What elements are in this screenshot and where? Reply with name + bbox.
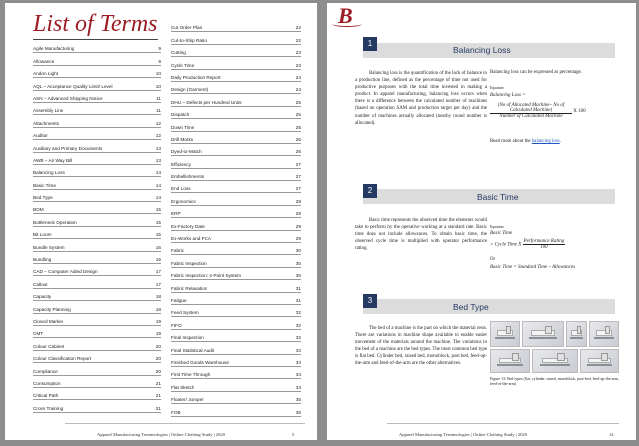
- toc-term: Ex-Factory Date: [171, 223, 205, 229]
- toc-entry[interactable]: [171, 193, 301, 205]
- right-page: [327, 3, 636, 440]
- toc-page-number: 12: [155, 120, 161, 126]
- toc-page-number: 14: [155, 170, 161, 176]
- basic-time-eq-prefix: = Cycle Time X: [490, 242, 522, 248]
- toc-term: Final Inspection: [171, 335, 204, 341]
- toc-term: AQL – Acceptance Quality Limit/ Level: [33, 83, 113, 89]
- toc-term: Embellishments: [171, 174, 205, 180]
- toc-entry[interactable]: [33, 301, 161, 313]
- toc-term: Compliance: [33, 368, 58, 374]
- toc-term: Agile Manufacturing: [33, 46, 75, 52]
- toc-term: Bundling: [33, 257, 52, 263]
- toc-entry[interactable]: [171, 218, 301, 230]
- toc-entry[interactable]: [171, 392, 301, 404]
- toc-entry[interactable]: [33, 400, 161, 412]
- toc-page-number: 25: [295, 124, 301, 130]
- toc-entry[interactable]: [171, 330, 301, 342]
- toc-term: Auditor: [33, 133, 48, 139]
- toc-term: BOM: [33, 207, 44, 213]
- toc-entry[interactable]: [171, 45, 301, 57]
- toc-entry[interactable]: [33, 190, 161, 202]
- toc-page-number: 27: [295, 161, 301, 167]
- toc-page-number: 9: [158, 46, 161, 52]
- toc-entry[interactable]: [33, 338, 161, 350]
- toc-page-number: 32: [295, 335, 301, 341]
- toc-page-number: 30: [295, 248, 301, 254]
- toc-entry[interactable]: [171, 231, 301, 243]
- toc-term: FOB: [171, 409, 181, 415]
- toc-term: Colour Classification Report: [33, 356, 92, 362]
- toc-page-number: 19: [155, 318, 161, 324]
- toc-entry[interactable]: [171, 82, 301, 94]
- toc-entry[interactable]: [33, 214, 161, 226]
- toc-term: Assembly Line: [33, 108, 64, 114]
- machine-photo-2: [522, 321, 564, 347]
- toc-entry[interactable]: [171, 206, 301, 218]
- toc-term: Allowance: [33, 58, 55, 64]
- toc-term: Ergonomics: [171, 198, 196, 204]
- toc-page-number: 31: [295, 297, 301, 303]
- footer-text: Apparel Manufacturing Terminologies | Online Clothing Study | 2020: [399, 432, 527, 437]
- toc-term: Fatigue: [171, 297, 187, 303]
- toc-column-2: [171, 20, 301, 417]
- toc-entry[interactable]: [33, 252, 161, 264]
- toc-page-number: 17: [155, 281, 161, 287]
- section-body-balancing-loss: Balancing loss is the quantification of the lack of balance in a production line, defined as the percentage of time not used for productive purposes with the total time invested in making a product. In apparel manufacturing, balancing loss occurs when there is a difference between the calculated number of machines (based on operation SAM and production target per day) and the number of machines actually allocated (nearby round number is allocated).: [355, 71, 487, 126]
- toc-page-number: 28: [295, 198, 301, 204]
- toc-page-number: 32: [295, 310, 301, 316]
- toc-entry[interactable]: [171, 107, 301, 119]
- toc-page-number: 12: [155, 133, 161, 139]
- toc-term: CAD – Computer Aided Design: [33, 269, 98, 275]
- section-body-bed-type: The bed of a machine is the part on which the material rests. There are variations in machine shape available to enable easier movement of the materials around the machine. The variations in the bed of a machine are the bed types. The most common bed type is flat bed. Cylinder bed, raised bed, monoblock, post bed, feed-up-the-arm and feed-of-the-arm are the other alternatives.: [355, 326, 488, 367]
- toc-entry[interactable]: [33, 363, 161, 375]
- toc-page-number: 23: [295, 62, 301, 68]
- toc-page-number: 18: [155, 294, 161, 300]
- toc-page-number: 21: [155, 405, 161, 411]
- toc-entry[interactable]: [33, 140, 161, 152]
- toc-term: Drill Marks: [171, 136, 194, 142]
- toc-term: Cut-to-Ship Ratio: [171, 37, 207, 43]
- toc-entry[interactable]: [171, 280, 301, 292]
- toc-page-number: 27: [295, 174, 301, 180]
- toc-entry[interactable]: [33, 239, 161, 251]
- toc-page-number: 10: [155, 71, 161, 77]
- toc-term: AWB – Air Way Bill: [33, 157, 73, 163]
- toc-entry[interactable]: [171, 20, 301, 32]
- toc-entry[interactable]: [171, 156, 301, 168]
- toc-term: Daily Production Report: [171, 74, 221, 80]
- toc-entry[interactable]: [33, 289, 161, 301]
- footer-text: Apparel Manufacturing Terminologies | Online Clothing Study | 2020: [97, 432, 225, 437]
- toc-term: ERP: [171, 211, 181, 217]
- toc-page-number: 22: [295, 37, 301, 43]
- letter-badge: [330, 5, 364, 27]
- toc-page-number: 29: [295, 223, 301, 229]
- toc-term: Closed Marker: [33, 318, 64, 324]
- section-number-3: 3: [363, 294, 377, 308]
- toc-entry[interactable]: [171, 243, 301, 255]
- toc-entry[interactable]: [33, 165, 161, 177]
- toc-term: Cross Training: [33, 405, 64, 411]
- toc-term: Ex-Works and FCA: [171, 236, 212, 242]
- toc-term: ASN – Advanced Shipping Notice: [33, 95, 103, 101]
- balancing-loss-multiplier: X 100: [573, 109, 586, 115]
- toc-page-number: 25: [295, 112, 301, 118]
- toc-page-number: 16: [155, 244, 161, 250]
- toc-term: Dyed-to-Match: [171, 149, 202, 155]
- toc-term: Finished Goods Warehouse: [171, 359, 229, 365]
- toc-entry[interactable]: [171, 32, 301, 44]
- toc-entry[interactable]: [33, 388, 161, 400]
- toc-term: End Loss: [171, 186, 191, 192]
- toc-entry[interactable]: [171, 317, 301, 329]
- toc-entry[interactable]: [33, 115, 161, 127]
- toc-entry[interactable]: [171, 57, 301, 69]
- toc-term: Bundle System: [33, 244, 65, 250]
- toc-term: Colour Cabinet: [33, 343, 65, 349]
- basic-time-equation-label: Equation:: [490, 225, 505, 229]
- toc-entry[interactable]: [171, 305, 301, 317]
- toc-term: CMT: [33, 331, 44, 337]
- toc-entry[interactable]: [33, 326, 161, 338]
- balancing-loss-numerator: (No of Allocated Machine– No of Calculated Machine): [490, 103, 572, 114]
- page-number: 5: [292, 432, 295, 437]
- toc-entry[interactable]: [33, 103, 161, 115]
- toc-page-number: 26: [295, 136, 301, 142]
- section-letter: B: [338, 3, 353, 28]
- toc-page-number: 14: [155, 182, 161, 188]
- basic-time-eq-line1: Basic Time: [490, 231, 513, 236]
- toc-entry[interactable]: [171, 132, 301, 144]
- toc-term: Capacity: [33, 294, 52, 300]
- footer-rule: [387, 423, 619, 424]
- read-more: [490, 139, 620, 146]
- toc-term: Feed System: [171, 310, 199, 316]
- toc-page-number: 30: [295, 260, 301, 266]
- toc-page-number: 22: [295, 25, 301, 31]
- toc-page-number: 14: [155, 195, 161, 201]
- toc-term: Andon Light: [33, 71, 59, 77]
- toc-page-number: 24: [295, 87, 301, 93]
- figure-caption: Figure 13: Bed types (flat, cylinder, raised, monoblock, post-bed, feed-up-the-arm, feed-of-the-arm): [490, 377, 619, 386]
- toc-entry[interactable]: [33, 276, 161, 288]
- machine-photo-6: [532, 349, 578, 373]
- balancing-loss-lhs: Balancing Loss =: [490, 93, 526, 98]
- toc-page-number: 26: [295, 149, 301, 155]
- toc-page-number: 25: [295, 99, 301, 105]
- section-number-1: 1: [363, 37, 377, 51]
- toc-page-number: 35: [295, 409, 301, 415]
- toc-term: Dispatch: [171, 112, 190, 118]
- toc-page-number: 10: [155, 83, 161, 89]
- machine-photo-1: [490, 321, 520, 347]
- section-title-bed-type: Bed Type: [453, 302, 489, 312]
- toc-term: Cut Order Plan: [171, 25, 203, 31]
- toc-term: Bottleneck Operation: [33, 219, 77, 225]
- toc-entry[interactable]: [33, 351, 161, 363]
- toc-term: Fabric: [171, 248, 185, 254]
- toc-page-number: 31: [295, 285, 301, 291]
- toc-entry[interactable]: [171, 342, 301, 354]
- toc-page-number: 34: [295, 384, 301, 390]
- toc-term: Fabric Inspection: 4-Point System: [171, 273, 242, 279]
- toc-term: Attachments: [33, 120, 60, 126]
- toc-page-number: 16: [155, 257, 161, 263]
- toc-column-1: [33, 41, 161, 413]
- machine-photo-7: [580, 349, 619, 373]
- toc-entry[interactable]: [33, 53, 161, 65]
- balancing-loss-link[interactable]: balancing loss: [531, 139, 560, 144]
- read-more-prefix: Read more about the: [490, 139, 532, 144]
- toc-term: Consumption: [33, 380, 61, 386]
- toc-entry[interactable]: [33, 128, 161, 140]
- toc-title: List of Terms: [33, 11, 158, 37]
- toc-term: Efficiency: [171, 161, 191, 167]
- toc-term: Fabric Inspection: [171, 260, 207, 266]
- toc-page-number: 19: [155, 331, 161, 337]
- left-page: [5, 3, 317, 440]
- machine-photo-3: [566, 321, 587, 347]
- toc-entry[interactable]: [33, 376, 161, 388]
- toc-page-number: 33: [295, 359, 301, 365]
- toc-entry[interactable]: [171, 119, 301, 131]
- toc-page-number: 20: [155, 356, 161, 362]
- basic-time-frac-num: Performance Rating: [523, 239, 565, 244]
- toc-entry[interactable]: [33, 227, 161, 239]
- balancing-loss-formula: [490, 103, 586, 119]
- toc-page-number: 21: [155, 393, 161, 399]
- basic-time-eq-line3: Basic Time = Standard Time – Allowances: [490, 265, 576, 270]
- balancing-loss-denominator: Number of Calculated Machine: [499, 114, 563, 119]
- toc-entry[interactable]: [33, 264, 161, 276]
- toc-entry[interactable]: [33, 202, 161, 214]
- toc-entry[interactable]: [171, 268, 301, 280]
- toc-entry[interactable]: [33, 41, 161, 53]
- basic-time-frac-den: 100: [540, 245, 548, 250]
- toc-page-number: 24: [295, 74, 301, 80]
- toc-page-number: 20: [155, 368, 161, 374]
- machine-photo-5: [490, 349, 530, 373]
- or-text: Or: [490, 257, 496, 262]
- toc-term: Flat Sketch: [171, 384, 195, 390]
- letter-flourish: [332, 21, 362, 27]
- toc-entry[interactable]: [171, 293, 301, 305]
- toc-term: Down Time: [171, 124, 195, 130]
- toc-page-number: 13: [155, 157, 161, 163]
- toc-page-number: 18: [155, 306, 161, 312]
- toc-term: DHU – Defects per Hundred Units: [171, 99, 242, 105]
- toc-term: Callout: [33, 281, 48, 287]
- toc-page-number: 15: [155, 207, 161, 213]
- toc-entry[interactable]: [171, 70, 301, 82]
- toc-page-number: 35: [295, 397, 301, 403]
- toc-term: Critical Path: [33, 393, 59, 399]
- toc-entry[interactable]: [171, 355, 301, 367]
- section-title-basic-time: Basic Time: [477, 192, 519, 202]
- toc-entry[interactable]: [171, 144, 301, 156]
- toc-page-number: 11: [156, 95, 161, 101]
- toc-entry[interactable]: [171, 367, 301, 379]
- toc-entry[interactable]: [33, 91, 161, 103]
- machine-photo-4: [589, 321, 619, 347]
- toc-page-number: 33: [295, 347, 301, 353]
- toc-entry[interactable]: [171, 379, 301, 391]
- toc-page-number: 13: [155, 145, 161, 151]
- toc-term: First Time Through: [171, 372, 211, 378]
- toc-entry[interactable]: [33, 314, 161, 326]
- page-number: 14: [609, 432, 614, 437]
- toc-page-number: 20: [155, 343, 161, 349]
- toc-term: Capacity Planning: [33, 306, 71, 312]
- toc-entry[interactable]: [171, 169, 301, 181]
- toc-page-number: 34: [295, 372, 301, 378]
- toc-term: Basic Time: [33, 182, 56, 188]
- toc-title-rule: [33, 39, 158, 40]
- toc-term: Cutting: [171, 50, 186, 56]
- balancing-loss-intro: Balancing loss can be expressed as percentage.: [490, 70, 582, 75]
- toc-page-number: 30: [295, 273, 301, 279]
- toc-entry[interactable]: [171, 404, 301, 416]
- toc-page-number: 32: [295, 322, 301, 328]
- toc-page-number: 21: [155, 380, 161, 386]
- toc-term: Floater/ Jumper: [171, 397, 204, 403]
- toc-term: Bed Type: [33, 195, 53, 201]
- toc-term: Balancing Loss: [33, 170, 65, 176]
- section-number-2: 2: [363, 184, 377, 198]
- toc-entry[interactable]: [171, 181, 301, 193]
- section-body-basic-time: Basic time represents the observed time the elements would take to perform by the operative working at a standard rate. Basic time does not include allowances. To obtain basic time, the observed cycle time is multiplied with operator performance rating.: [355, 218, 487, 252]
- toc-page-number: 11: [156, 108, 161, 114]
- toc-term: Bit Loom: [33, 232, 52, 238]
- basic-time-eq-line2: [490, 239, 565, 250]
- section-header-bed-type: [363, 299, 615, 314]
- toc-page-number: 9: [158, 58, 161, 64]
- toc-entry[interactable]: [33, 177, 161, 189]
- toc-page-number: 23: [295, 50, 301, 56]
- footer-rule: [65, 423, 305, 424]
- toc-page-number: 15: [155, 232, 161, 238]
- toc-page-number: 15: [155, 219, 161, 225]
- section-title-balancing-loss: Balancing Loss: [453, 45, 511, 55]
- equation-label: Equation:: [490, 86, 505, 90]
- toc-term: Final Statistical Audit: [171, 347, 215, 353]
- toc-term: Fabric Relaxation: [171, 285, 208, 291]
- toc-term: Design (Garment): [171, 87, 209, 93]
- toc-page-number: 27: [295, 186, 301, 192]
- toc-entry[interactable]: [171, 255, 301, 267]
- toc-term: FIFO: [171, 322, 182, 328]
- toc-page-number: 29: [295, 236, 301, 242]
- toc-entry[interactable]: [171, 94, 301, 106]
- toc-term: Cycle Time: [171, 62, 195, 68]
- read-more-suffix: .: [559, 139, 561, 144]
- toc-entry[interactable]: [33, 78, 161, 90]
- toc-entry[interactable]: [33, 66, 161, 78]
- toc-page-number: 17: [155, 269, 161, 275]
- toc-page-number: 28: [295, 211, 301, 217]
- toc-entry[interactable]: [33, 153, 161, 165]
- toc-term: Auxiliary and Primary Documents: [33, 145, 103, 151]
